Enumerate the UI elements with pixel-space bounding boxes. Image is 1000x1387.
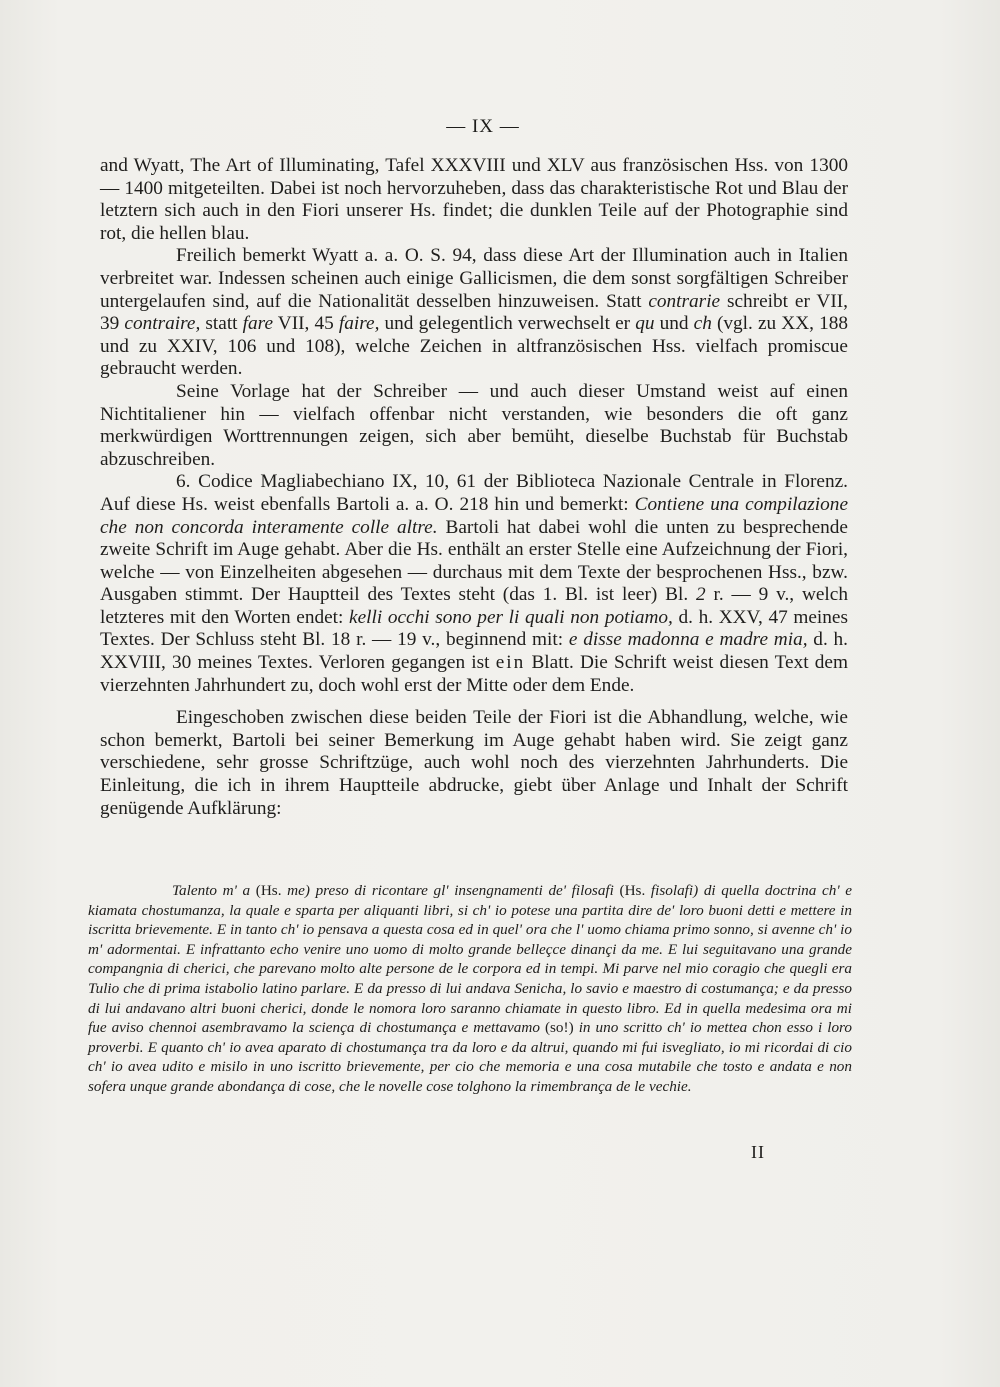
text-run: statt [200, 313, 243, 335]
text-run: and Wyatt, The Art of Illuminating, Tafel XXXVIII und XLV aus französischen Hss. von 1300 — 1400 mitgeteilten. Dabei ist noch hervorzuheben, dass das charakteristische Rot und Blau der letztern sich auch in den Fiori unserer Hs. findet; die dunklen Teile auf der Photographie sind rot, die hellen blau. [100, 155, 848, 244]
text-run: Freilich bemerkt Wyatt a. a. O. S. 94, dass diese Art der Illumination auch in Italien verbreitet war. Indessen scheinen auch einige Gallicismen, die dem sonst sorgfältigen Schreiber untergelaufen sind, auf die Nationalität desselben hinzuweisen. Statt [100, 245, 848, 312]
italic-term: contrarie [648, 290, 721, 312]
text-run: r. — 9 v., welch letzteres mit den Worten endet: [100, 584, 848, 628]
italic-quote: e disse madonna e madre mia, [568, 629, 808, 651]
upright-note: (Hs. [619, 882, 646, 899]
italic-quote: kelli occhi sono per li quali non potiamo, [349, 606, 673, 628]
italic-term: 2 [696, 584, 706, 606]
page-number: — IX — [446, 116, 520, 137]
quote-run: me) preso di ricontare gl' insengnamenti de' filosafi [281, 882, 620, 899]
quote-run: Talento m' a [172, 882, 256, 899]
text-run: schreibt er VII, 39 [100, 290, 848, 335]
paragraph-5 [100, 707, 848, 820]
spaced-emphasis: ein [495, 652, 526, 674]
italic-term: qu [635, 313, 655, 335]
text-run: VII, 45 [273, 313, 339, 335]
main-text [100, 155, 848, 820]
upright-note: (so!) [544, 1019, 574, 1037]
text-run: Bartoli hat dabei wohl die unten zu besprechende zweite Schrift im Auge gehabt. Aber die Hs. enthält an erster Stelle eine Aufzeichnung der Fiori, welche — von Einzelheiten abgesehen — durchaus mit dem Texte der besprochenen Hss., bzw. Ausgaben stimmt. Der Hauptteil des Textes steht (das 1. Bl. ist leer) Bl. [100, 516, 848, 606]
text-run: (vgl. zu XX, 188 und zu XXIV, 106 und 108), welche Zeichen in altfranzösischen Hss. vielfach promiscue gebraucht werden. [100, 313, 849, 380]
text-run: 6. Codice Magliabechiano IX, 10, 61 der Biblioteca Nazionale Centrale in Florenz. Auf diese Hs. weist ebenfalls Bartoli a. a. O. 218 hin und bemerkt: [100, 471, 848, 515]
italian-quotation [88, 881, 852, 1097]
quote-run: fisolafi) di quella doctrina ch' e kiamata chostumanza, la quale e sparta per aliquanti libri, si ch' io potese una partita dire de' loro buoni detti e mettere in iscritta brievemente. E in tanto ch' io pensava a questa cosa ed in quel' ora che l' uomo chiama primo sonno, si avenne ch' io m' adormentai. E infrattanto echo venire uno uomo di molto grande belleçce dinançi da me. E lui seguitavano una grande compangnia di cherici, che parevano molto alte persone de le corpora ed in tempi. Mi parve nel mio coragio che quegli era Tulio che di prima istabolio latino parlare. E da presso di lui andava Senicha, lo savio e maestro di costumança; e da presso di lui andavano altri buoni cherici, donde le nomora loro saranno chiamate in questo libro. Ed in quella medesima ora mi fue aviso chennoi asembravamo la sciença di chostumança e mettavamo [88, 882, 852, 1037]
upright-note: (Hs. [255, 882, 282, 899]
text-run: d. h. XXVIII, 30 meines Textes. Verloren gegangen ist [100, 629, 849, 674]
paragraph-2 [100, 245, 848, 381]
paragraph-1 [100, 155, 848, 245]
text-run: und [654, 313, 694, 335]
italic-term: contraire, [124, 313, 201, 335]
italic-term: ch [693, 313, 712, 335]
text-run: Blatt. Die Schrift weist diesen Text dem vierzehnten Jahrhundert zu, doch wohl erst der Mitte oder dem Ende. [100, 652, 848, 696]
paragraph-3 [100, 381, 848, 471]
italic-quote: Contiene una compilazione che non concorda interamente colle altre. [100, 493, 849, 538]
paragraph-4 [100, 471, 848, 697]
text-run: und gelegentlich verwechselt er [379, 313, 636, 335]
signature-mark: II [751, 1142, 765, 1162]
text-run: d. h. XXV, 47 meines Textes. Der Schluss steht Bl. 18 r. — 19 v., beginnend mit: [100, 606, 848, 651]
text-run: Seine Vorlage hat der Schreiber — und auch dieser Umstand weist auf einen Nichtitaliener hin — vielfach offenbar nicht verstanden, wie besonders die oft ganz merkwürdigen Worttrennungen zeigen, sich aber bemüht, dieselbe Buchstab für Buchstab abzuschreiben. [100, 380, 848, 470]
quote-run: in uno scritto ch' io mettea chon esso i loro proverbi. E quanto ch' io avea aparato di chostumança tra da loro e da altrui, quando mi fui isvegliato, io mi ricordai di cio ch' io avea udito e misilo in uno iscritto brievemente, per cio che memoria e una cosa mutabile che tosto e andata e non sofera unque grande abondança di cose, che le novelle cose tolghono la rimembrança de le vechie. [88, 1019, 852, 1095]
italic-term: fare [242, 313, 273, 335]
text-run: Eingeschoben zwischen diese beiden Teile der Fiori ist die Abhandlung, welche, wie schon bemerkt, Bartoli bei seiner Bemerkung im Auge gehabt haben wird. Sie zeigt ganz verschiedene, sehr grosse Schriftzüge, auch wohl noch des vierzehnten Jahrhunderts. Die Einleitung, die ich in ihrem Hauptteile abdrucke, giebt über Anlage und Inhalt der Schrift genügende Aufklärung: [100, 707, 848, 819]
italic-term: faire, [338, 313, 380, 335]
